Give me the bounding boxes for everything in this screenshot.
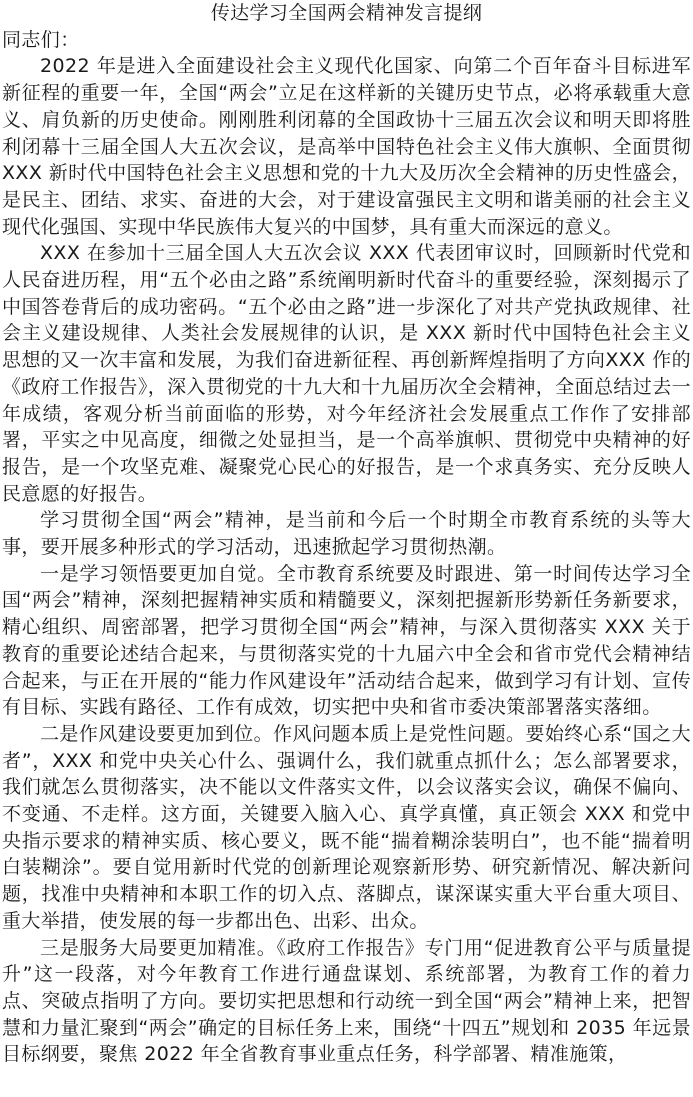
paragraph-point-one: 一是学习领悟要更加自觉。全市教育系统要及时跟进、第一时间传达学习全国“两会”精神，深刻把握精神实质和精髓要义，深刻把握新形势新任务新要求，精心组织、周密部署，把学习贯彻全国“两会”精神，与深入贯彻落实 XXX 关于教育的重要论述结合起来，与贯彻落实党的十九届六中全会和省市党代会精神结合起来，与正在开展的“能力作风建设年”活动结合起来，做到学习有计划、宣传有目标、实践有路径、工作有成效，切实把中央和省市委决策部署落实落细。 (2, 562, 691, 719)
salutation: 同志们： (2, 28, 80, 51)
paragraph-opening: 2022 年是进入全面建设社会主义现代化国家、向第二个百年奋斗目标进军新征程的重要一年，全国“两会”立足在这样新的关键历史节点，必将承载重大意义、肩负新的历史使命。刚刚胜利闭幕的全国政协十三届五次会议和明天即将胜利闭幕十三届全国人大五次会议，是高举中国特色社会主义伟大旗帜、全面贯彻 XXX 新时代中国特色社会主义思想和党的十九大及历次全会精神的历史性盛会，是民主、团结、求实、奋进的大会，对于建设富强民主文明和谐美丽的社会主义现代化强国、实现中华民族伟大复兴的中国梦，具有重大而深远的意义。 (2, 55, 691, 238)
paragraph-point-three: 三是服务大局要更加精准。《政府工作报告》专门用“促进教育公平与质量提升”这一段落，对今年教育工作进行通盘谋划、系统部署，为教育工作的着力点、突破点指明了方向。要切实把思想和行动统一到全国“两会”精神上来，把智慧和力量汇聚到“两会”确定的目标任务上来，围绕“十四五”规划和 2035 年远景目标纲要，聚焦 2022 年全省教育事业重点任务，科学部署、精准施策， (2, 936, 691, 1066)
document-title: 传达学习全国两会精神发言提纲 (210, 2, 483, 24)
paragraph-point-two: 二是作风建设要更加到位。作风问题本质上是党性问题。要始终心系“国之大者”，XXX 和党中央关心什么、强调什么，我们就重点抓什么；怎么部署要求，我们就怎么贯彻落实，决不能以文件落实文件，以会议落实会议，确保不偏向、不变通、不走样。这方面，关键要入脑入心、真学真懂，真正领会 XXX 和党中央指示要求的精神实质、核心要义，既不能“揣着糊涂装明白”，也不能“揣着明白装糊涂”。要自觉用新时代党的创新理论观察新形势、研究新情况、解决新问题，找准中央精神和本职工作的切入点、落脚点，谋深谋实重大平台重大项目、重大举措，使发展的每一步都出色、出彩、出众。 (2, 722, 691, 932)
paragraph-five-paths: XXX 在参加十三届全国人大五次会议 XXX 代表团审议时，回顾新时代党和人民奋进历程，用“五个必由之路”系统阐明新时代奋斗的重要经验，深刻揭示了中国答卷背后的成功密码。“五个必由之路”进一步深化了对共产党执政规律、社会主义建设规律、人类社会发展规律的认识，是 XXX 新时代中国特色社会主义思想的又一次丰富和发展，为我们奋进新征程、再创新辉煌指明了方向XXX 作的《政府工作报告》，深入贯彻党的十九大和十九届历次全会精神，全面总结过去一年成绩，客观分析当前面临的形势，对今年经济社会发展重点工作作了安排部署，平实之中见高度，细微之处显担当，是一个高举旗帜、贯彻党中央精神的好报告，是一个攻坚克难、凝聚党心民心的好报告，是一个求真务实、充分反映人民意愿的好报告。 (2, 242, 691, 505)
paragraph-study-priority: 学习贯彻全国“两会”精神，是当前和今后一个时期全市教育系统的头等大事，要开展多种形式的学习活动，迅速掀起学习贯彻热潮。 (2, 509, 691, 559)
